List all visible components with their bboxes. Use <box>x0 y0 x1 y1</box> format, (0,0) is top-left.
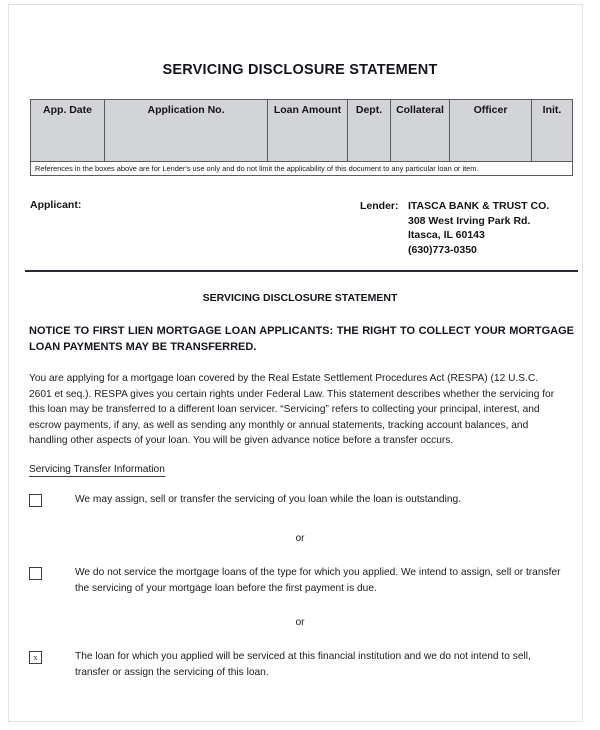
respa-line-4: escrow payments, if any, as well as sending any monthly or annual statements, tracking account balances, and <box>29 419 529 431</box>
respa-paragraph <box>29 371 569 449</box>
lender-address <box>408 199 549 257</box>
cell-dept[interactable] <box>348 119 391 162</box>
or-separator-2: or <box>295 617 305 629</box>
checkbox-option-3[interactable]: x <box>29 651 42 664</box>
cell-application-no[interactable] <box>105 119 268 162</box>
servicing-options-group <box>0 492 600 680</box>
lender-phone: (630)773-0350 <box>408 243 477 256</box>
spacer-2 <box>0 544 600 565</box>
option-3-line-2: transfer or assign the servicing of this loan. <box>75 666 269 678</box>
column-header-dept: Dept. <box>348 100 391 120</box>
lender-name: ITASCA BANK & TRUST CO. <box>408 200 550 212</box>
or-separator-1: or <box>295 533 305 544</box>
loan-header-table <box>30 99 573 176</box>
column-header-officer: Officer <box>450 100 532 120</box>
table-footnote: References in the boxes above are for Lender's use only and do not limit the applicability of this document to any particular loan or item. <box>31 162 573 176</box>
column-header-loan-amount: Loan Amount <box>268 100 348 120</box>
page-title: SERVICING DISCLOSURE STATEMENT <box>162 62 438 78</box>
respa-line-2: 2601 et seq.). RESPA gives you certain rights under Federal Law. This statement describes whether the servicing for <box>29 388 555 400</box>
servicing-transfer-heading <box>29 464 165 475</box>
table-header-row <box>31 100 573 120</box>
lender-label: Lender: <box>360 200 399 212</box>
notice-line-1: NOTICE TO FIRST LIEN MORTGAGE LOAN APPLICANTS: THE RIGHT TO COLLECT YOUR MORTGAGE <box>29 325 574 337</box>
cell-loan-amount[interactable] <box>268 119 348 162</box>
option-3-text <box>75 649 570 680</box>
table-value-row <box>31 119 573 162</box>
spacer-3 <box>0 596 600 617</box>
notice-line-2: LOAN PAYMENTS MAY BE TRANSFERRED. <box>29 341 257 353</box>
respa-line-3: this loan may be transferred to a different loan servicer. “Servicing” refers to collecting your principal, interest, and <box>29 404 540 416</box>
column-header-app-date: App. Date <box>31 100 105 120</box>
checkbox-option-1[interactable] <box>29 494 42 507</box>
table-footnote-row <box>31 162 573 176</box>
lender-street: 308 West Irving Park Rd. <box>408 214 531 227</box>
spacer-1 <box>0 512 600 533</box>
respa-line-1: You are applying for a mortgage loan covered by the Real Estate Settlement Procedures Act (RESPA) (12 U.S.C. <box>29 373 539 384</box>
option-2-line-2: the servicing of your mortgage loan before the first payment is due. <box>75 582 377 594</box>
notice-heading <box>29 323 574 355</box>
cell-init[interactable] <box>532 119 573 162</box>
option-1 <box>0 492 600 512</box>
option-1-line-1: We may assign, sell or transfer the servicing of you loan while the loan is outstanding. <box>75 494 462 505</box>
spacer-4 <box>0 628 600 649</box>
lender-block <box>360 199 549 257</box>
option-2-line-1: We do not service the mortgage loans of the type for which you applied. We intend to assign, sell or transfer <box>75 567 561 578</box>
header-table-wrapper <box>30 99 572 176</box>
column-header-application-no: Application No. <box>105 100 268 120</box>
lender-row <box>360 199 549 257</box>
section-subtitle: SERVICING DISCLOSURE STATEMENT <box>202 292 398 304</box>
option-1-text <box>75 492 570 508</box>
checkbox-option-2[interactable] <box>29 567 42 580</box>
cell-officer[interactable] <box>450 119 532 162</box>
column-header-init: Init. <box>532 100 573 120</box>
servicing-transfer-heading-text: Servicing Transfer Information <box>29 464 165 475</box>
horizontal-rule <box>25 270 578 272</box>
option-2-text <box>75 565 570 596</box>
option-3-line-1: The loan for which you applied will be serviced at this financial institution and we do not intend to sell, <box>75 651 531 663</box>
option-2 <box>0 565 600 596</box>
applicant-label: Applicant: <box>30 199 82 211</box>
lender-city-state-zip: Itasca, IL 60143 <box>408 229 485 241</box>
option-3 <box>0 649 600 680</box>
respa-line-5: handling other aspects of your loan. You will be given advance notice before a transfer occurs. <box>29 435 454 447</box>
cell-collateral[interactable] <box>391 119 450 162</box>
column-header-collateral: Collateral <box>391 100 450 120</box>
cell-app-date[interactable] <box>31 119 105 162</box>
